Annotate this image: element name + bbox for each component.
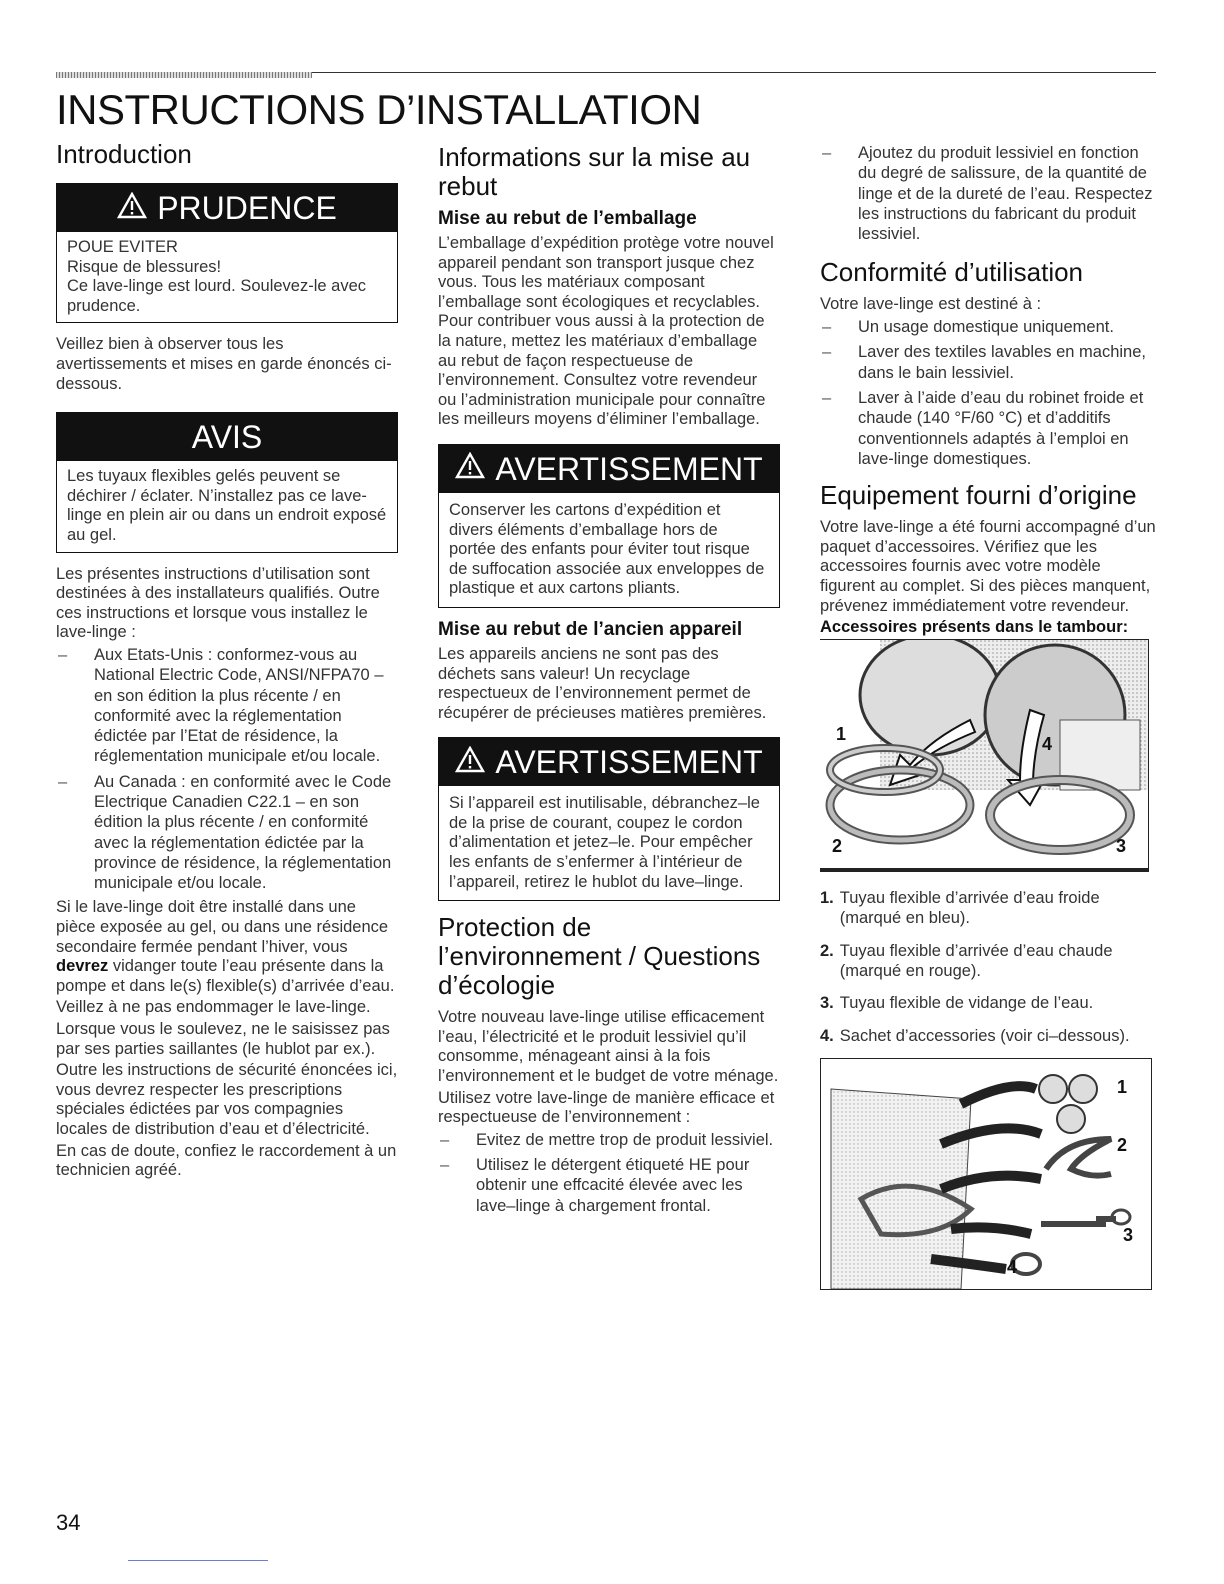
warning-box-1 xyxy=(438,444,780,608)
equipment-heading: Equipement fourni d’origine xyxy=(820,480,1137,511)
paragraph: Votre lave-linge a été fourni accompagné d’un paquet d’accessoires. Vérifiez que les accessoires fournis avec votre modèle figurent au complet. Si des pièces manquent, prévenez immédiatement votre revendeur. xyxy=(820,518,1156,615)
warning-title: AVERTISSEMENT xyxy=(495,744,763,781)
warning-box-2 xyxy=(438,737,780,901)
paragraph: Outre les instructions de sécurité énoncées ici, vous devrez respecter les prescriptions spéciales édictées par vos compagnies locales de distribution d’eau et d’électricité. xyxy=(56,1061,398,1138)
figure-label: 2 xyxy=(1117,1134,1128,1155)
list-item: 4. Sachet d’accessories (voir ci–dessous). xyxy=(820,1026,1130,1045)
prudence-line: POUE EVITER xyxy=(67,238,178,256)
list-item: 3. Tuyau flexible de vidange de l’eau. xyxy=(820,994,1094,1013)
emphasis: devrez xyxy=(56,957,109,976)
figure-label: 4 xyxy=(1007,1256,1018,1277)
detergent-list xyxy=(820,143,1160,244)
figure-label: 2 xyxy=(832,836,843,857)
intro-heading: Introduction xyxy=(56,139,192,169)
subheading: Mise au rebut de l’emballage xyxy=(438,208,697,229)
list-item: – Aux Etats-Unis : conformez-vous au National Electric Code, ANSI/NFPA70 – en son édition la plus récente / en conformité avec la réglementation édictée par l’Etat de résidence, la réglementation municipale et/ou locale. xyxy=(56,645,398,767)
list-item: – Ajoutez du produit lessiviel en fonction du degré de salissure, de la quantité de linge et de la dureté de l’eau. Respectez les instructions du fabricant du produit lessiviel. xyxy=(820,143,1160,244)
eco-list xyxy=(438,1130,780,1216)
list-item: – Utilisez le détergent étiqueté HE pour obtenir une effcacité élevée avec les lave–linge à chargement frontal. xyxy=(438,1155,780,1216)
list-item: 1. Tuyau flexible d’arrivée d’eau froide (marqué en bleu). xyxy=(820,889,1100,928)
prudence-box xyxy=(56,183,398,323)
page-number: 34 xyxy=(56,1510,81,1535)
prudence-title: PRUDENCE xyxy=(157,190,337,226)
column-3 xyxy=(820,143,1160,1290)
paragraph: Veillez à ne pas endommager le lave-linge. xyxy=(56,998,371,1017)
list-item: – Evitez de mettre trop de produit lessiviel. xyxy=(438,1130,780,1150)
paragraph: Votre nouveau lave-linge utilise efficacement l’eau, l’électricité et le produit lessiviel qu’il consomme, ménageant ainsi à la fois l’environnement et le budget de votre ménage. xyxy=(438,1008,779,1086)
page-title: INSTRUCTIONS D’INSTALLATION xyxy=(56,86,702,133)
accessory-bag-illustration xyxy=(821,1059,1151,1289)
warning-header xyxy=(439,445,779,493)
list-item: – Un usage domestique uniquement. xyxy=(820,317,1160,337)
figure-label: 3 xyxy=(1116,836,1127,857)
warning-text: Si l’appareil est inutilisable, débranchez–le de la prise de courant, coupez le cordon d’alimentation et jetez–le. Pour empêcher les enfants de s’enfermer à l’intérieur de l’appareil, retirez le hublot du lave–linge. xyxy=(449,794,760,891)
avis-header: AVIS xyxy=(57,413,397,461)
warning-text: Conserver les cartons d’expédition et divers éléments d’emballage hors de portée des enfants pour éviter tout risque de suffocation associée aux enveloppes de plastique et aux cartons pliants. xyxy=(449,500,765,598)
avis-box xyxy=(56,412,398,552)
paragraph: Votre lave-linge est destiné à : xyxy=(820,295,1042,314)
list-item: – Laver à l’aide d’eau du robinet froide et chaude (140 °F/60 °C) et d’additifs conventionnels adaptés à l’emploi en lave-linge domestiques. xyxy=(820,388,1160,469)
paragraph: Les présentes instructions d’utilisation sont destinées à des installateurs qualifiés. Outre ces instructions et lorsque vous installez le lave-linge : xyxy=(56,564,380,642)
warning-title: AVERTISSEMENT xyxy=(495,450,763,487)
environment-heading: Protection de l’environnement / Questions d’écologie xyxy=(438,912,761,1001)
subheading: Mise au rebut de l’ancien appareil xyxy=(438,618,743,640)
list-item: – Laver des textiles lavables en machine, dans le bain lessiviel. xyxy=(820,342,1160,383)
warning-triangle-icon xyxy=(117,184,147,232)
disposal-heading: Informations sur la mise au rebut xyxy=(438,142,751,201)
list-item: – Au Canada : en conformité avec le Code Electrique Canadien C22.1 – en son édition la plus récente / en conformité avec la réglementation édictée par la province de résidence, la réglementation municipale et/ou locale. xyxy=(56,772,398,894)
prudence-line: Ce lave-linge est lourd. Soulevez-le avec prudence. xyxy=(67,277,366,315)
drum-accessories-figure xyxy=(820,639,1149,872)
figure-label: 3 xyxy=(1123,1224,1134,1245)
paragraph: Lorsque vous le soulevez, ne le saisissez pas par ses parties saillantes (le hublot par ex.). xyxy=(56,1020,390,1058)
drum-illustration xyxy=(820,640,1149,870)
figure-label: 4 xyxy=(1042,734,1053,755)
paragraph: Les appareils anciens ne sont pas des déchets sans valeur! Un recyclage respectueux de l’environnement permet de récupérer de précieuses matières premières. xyxy=(438,644,767,722)
conformity-heading: Conformité d’utilisation xyxy=(820,257,1084,288)
intro-paragraph: Veillez bien à observer tous les avertissements et mises en garde énoncés ci-dessous. xyxy=(56,335,392,393)
warning-triangle-icon xyxy=(455,445,485,493)
column-1 xyxy=(56,140,398,1183)
column-2 xyxy=(438,143,780,1221)
figure-label: 1 xyxy=(1117,1076,1128,1097)
prudence-line: Risque de blessures! xyxy=(67,257,222,276)
warning-triangle-icon xyxy=(455,738,485,786)
subheading: Accessoires présents dans le tambour: xyxy=(820,618,1129,637)
avis-text: Les tuyaux flexibles gelés peuvent se déchirer / éclater. N’installez pas ce lave-linge en plein air ou dans un endroit exposé au gel. xyxy=(67,467,387,544)
paragraph: Si le lave-linge doit être installé dans une pièce exposée au gel, ou dans une résidence secondaire fermée pendant l’hiver, vous devrez vidanger toute l’eau présente dans la pompe et dans le(s) flexible(s) d’arrivée d’eau. xyxy=(56,898,395,995)
warning-header xyxy=(439,738,779,786)
paragraph: En cas de doute, confiez le raccordement à un technicien agréé. xyxy=(56,1141,397,1180)
footer-rule xyxy=(128,1560,268,1561)
prudence-header xyxy=(57,184,397,232)
paragraph: Utilisez votre lave-linge de manière efficace et respectueuse de l’environnement : xyxy=(438,1088,775,1127)
accessory-list xyxy=(820,888,1160,1046)
accessory-bag-figure xyxy=(820,1058,1152,1290)
header-rule xyxy=(56,72,1156,78)
list-item: 2. Tuyau flexible d’arrivée d’eau chaude (marqué en rouge). xyxy=(820,941,1113,981)
paragraph: L’emballage d’expédition protège votre nouvel appareil pendant son transport jusque chez vous. Tous les matériaux composant l’emballage sont écologiques et recyclables. Pour contribuer vous aussi à la protection de la nature, mettez les matériaux d’emballage au rebut de façon respectueuse de l’environnement. Consultez votre revendeur ou l’administration municipale pour connaître les meilleurs moyens d’éliminer l’emballage. xyxy=(438,234,774,429)
regulation-list xyxy=(56,645,398,894)
usage-list xyxy=(820,317,1160,469)
figure-label: 1 xyxy=(836,724,847,745)
